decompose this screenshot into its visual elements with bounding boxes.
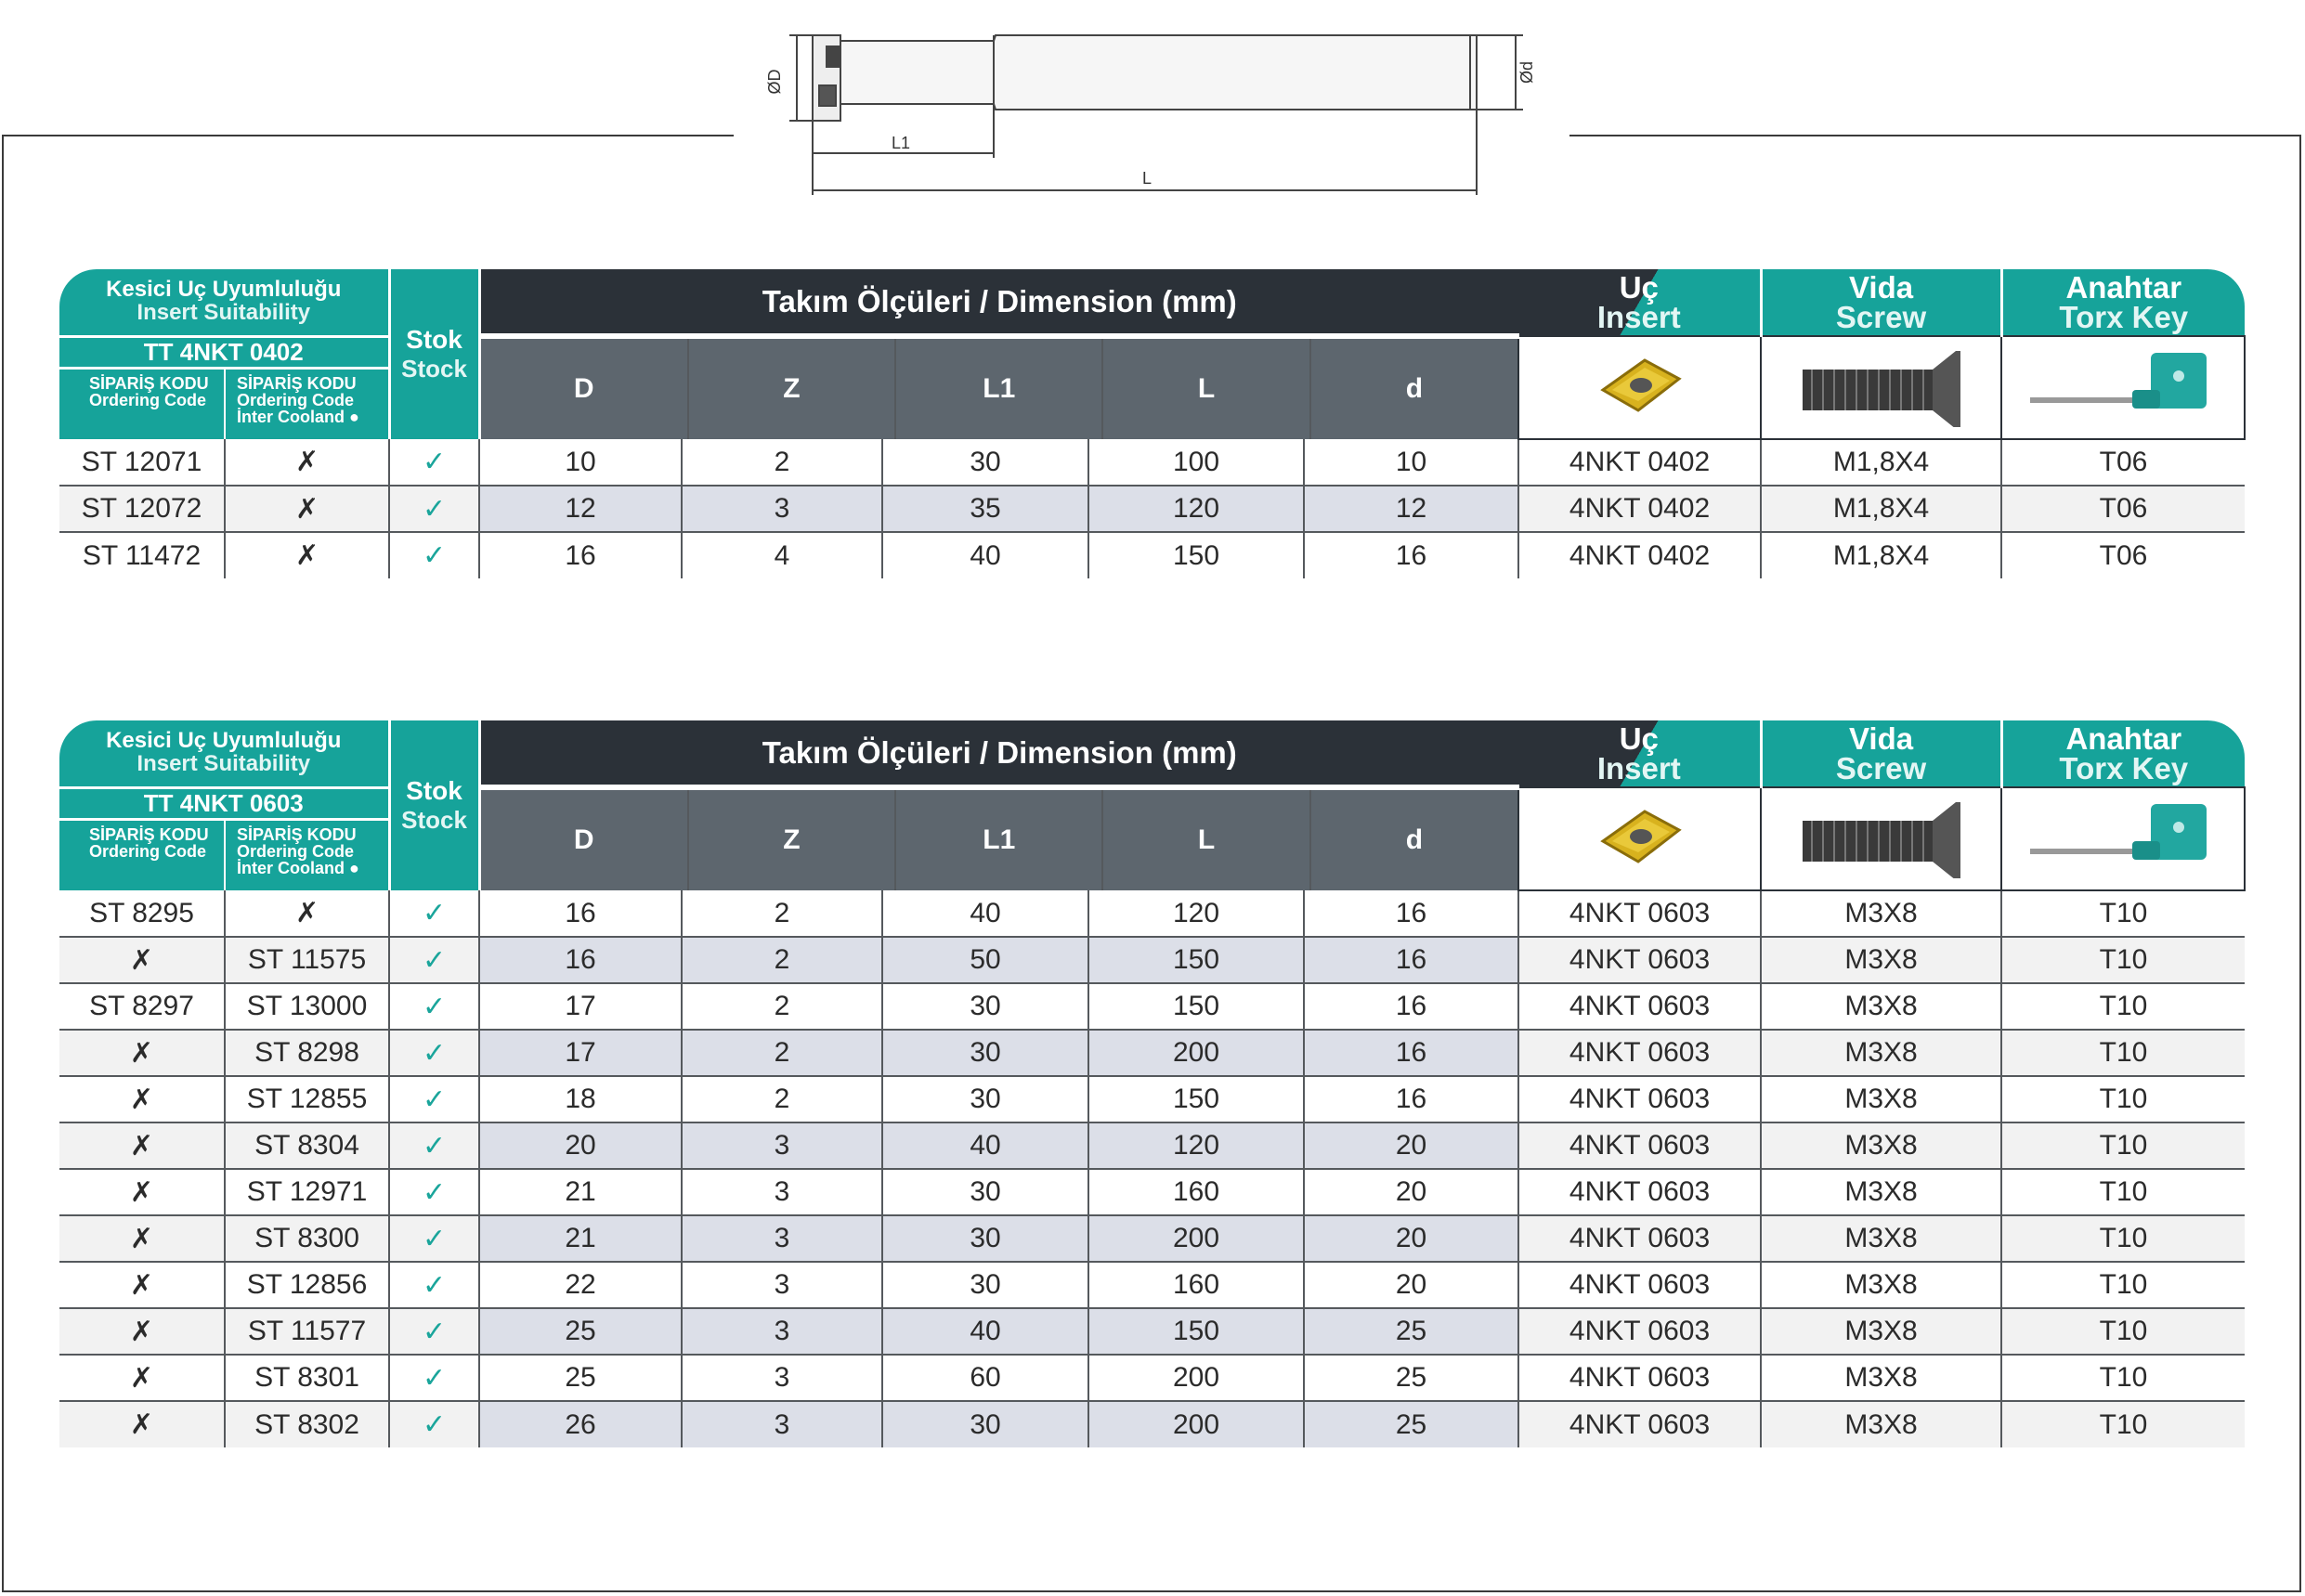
cell-d: 20 <box>1304 1122 1518 1169</box>
cell-L1: 30 <box>882 1030 1088 1076</box>
cell-screw: M1,8X4 <box>1761 439 2001 486</box>
cell-L1: 30 <box>882 1401 1088 1447</box>
ordering-code-coolant-header <box>225 820 389 890</box>
cell-D: 17 <box>479 1030 682 1076</box>
ordering-code: ✗ <box>59 1076 225 1122</box>
dimension-header-tr: Takım Ölçüleri / <box>762 734 989 770</box>
screw-header <box>1761 720 2001 787</box>
label-L: L <box>1141 169 1152 188</box>
insert-suitability-tr: Kesici Uç Uyumluluğu <box>106 277 342 303</box>
cell-insert: 4NKT 0603 <box>1518 1355 1761 1401</box>
insert-suitability-en: Insert Suitability <box>137 300 311 326</box>
ordering-code-coolant: ST 8301 <box>225 1355 389 1401</box>
cell-screw: M3X8 <box>1761 890 2001 937</box>
cell-screw: M3X8 <box>1761 1308 2001 1355</box>
cell-insert: 4NKT 0603 <box>1518 1401 1761 1447</box>
cell-insert: 4NKT 0603 <box>1518 1122 1761 1169</box>
screw-header-en: Screw <box>1835 299 1927 334</box>
cell-D: 16 <box>479 937 682 983</box>
ordering-code: ✗ <box>59 1122 225 1169</box>
insert-suitability-header <box>59 720 389 787</box>
cell-screw: M3X8 <box>1761 1169 2001 1215</box>
ordering-code-coolant: ST 8304 <box>225 1122 389 1169</box>
table-row <box>59 1169 2245 1215</box>
cell-screw: M3X8 <box>1761 1262 2001 1308</box>
torx-key-image <box>2001 336 2245 439</box>
cell-insert: 4NKT 0402 <box>1518 439 1761 486</box>
stock-header-tr: Stok <box>406 325 462 354</box>
torx-key-header <box>2001 269 2245 336</box>
cell-screw: M3X8 <box>1761 1215 2001 1262</box>
stock-check-icon: ✓ <box>389 1308 479 1355</box>
cell-Z: 3 <box>682 1122 882 1169</box>
ordering-code: ✗ <box>59 1215 225 1262</box>
dim-col-L: L <box>1102 339 1309 439</box>
cell-Z: 3 <box>682 1355 882 1401</box>
table-row <box>59 890 2245 937</box>
cell-L1: 30 <box>882 1169 1088 1215</box>
cell-Z: 2 <box>682 1030 882 1076</box>
screw-icon <box>1793 795 1970 878</box>
cell-Z: 2 <box>682 439 882 486</box>
cell-insert: 4NKT 0402 <box>1518 486 1761 532</box>
cell-insert: 4NKT 0402 <box>1518 532 1761 578</box>
table-row <box>59 937 2245 983</box>
cell-L: 150 <box>1088 983 1304 1030</box>
screw-header <box>1761 269 2001 336</box>
stock-header-tr: Stok <box>406 776 462 805</box>
label-D: ØD <box>765 69 784 95</box>
cell-insert: 4NKT 0603 <box>1518 1076 1761 1122</box>
inter-coolant-text: İnter Cooland <box>237 859 345 878</box>
screw-image <box>1761 787 2001 890</box>
cell-D: 26 <box>479 1401 682 1447</box>
stock-check-icon: ✓ <box>389 1355 479 1401</box>
cell-torx-key: T06 <box>2099 539 2148 571</box>
table-row <box>59 486 2245 532</box>
insert-header-tr: Uç <box>1619 720 1659 756</box>
stock-check-icon: ✓ <box>389 1169 479 1215</box>
dimension-header-tr: Takım Ölçüleri / <box>762 283 989 318</box>
table-row <box>59 1030 2245 1076</box>
cell-L1: 60 <box>882 1355 1088 1401</box>
ordering-code-coolant: ✗ <box>225 439 389 486</box>
stock-check-icon: ✓ <box>389 1401 479 1447</box>
cell-torx-key: T10 <box>2001 1122 2245 1169</box>
cell-Z: 3 <box>682 1401 882 1447</box>
coolant-drop-icon: ● <box>349 859 359 878</box>
cell-d: 16 <box>1304 1030 1518 1076</box>
cell-L: 100 <box>1088 439 1304 486</box>
dimension-header <box>479 720 1518 787</box>
cell-d: 20 <box>1304 1169 1518 1215</box>
cell-screw: M3X8 <box>1761 1076 2001 1122</box>
cell-d: 25 <box>1304 1308 1518 1355</box>
cell-torx-key: T10 <box>2001 1169 2245 1215</box>
cell-torx-key: T10 <box>2001 890 2245 937</box>
ordering-code: ST 11472 <box>59 532 225 578</box>
cell-screw: M3X8 <box>1761 1401 2001 1447</box>
cell-insert: 4NKT 0603 <box>1518 1215 1761 1262</box>
cell-D: 21 <box>479 1215 682 1262</box>
cell-torx-key: T10 <box>2001 983 2245 1030</box>
cell-L1: 30 <box>882 1215 1088 1262</box>
table-row <box>59 1262 2245 1308</box>
cell-d: 12 <box>1304 486 1518 532</box>
cell-L1: 30 <box>882 1076 1088 1122</box>
cell-Z: 3 <box>682 1169 882 1215</box>
table-row <box>59 1122 2245 1169</box>
cell-d: 16 <box>1304 1076 1518 1122</box>
torx-key-header <box>2001 720 2245 787</box>
cell-L: 150 <box>1088 937 1304 983</box>
dim-col-d: d <box>1310 339 1517 439</box>
cell-d: 20 <box>1304 1215 1518 1262</box>
ordering-code-tr: SİPARİŞ KODU <box>89 825 209 845</box>
dimension-header-en: Dimension (mm) <box>988 283 1237 318</box>
cell-D: 20 <box>479 1122 682 1169</box>
spec-table-2 <box>59 720 2246 1447</box>
torx-key-header-en: Torx Key <box>2059 750 2189 785</box>
cell-torx-key: T10 <box>2001 937 2245 983</box>
torx-key-image <box>2001 787 2245 890</box>
stock-check-icon: ✓ <box>389 439 479 486</box>
ordering-code-coolant-header <box>225 369 389 439</box>
insert-header <box>1518 720 1761 787</box>
ordering-code: ST 12071 <box>59 439 225 486</box>
cell-insert: 4NKT 0603 <box>1518 1308 1761 1355</box>
screw-header-en: Screw <box>1835 750 1927 785</box>
ordering-code-coolant-en: Ordering Code <box>237 842 355 862</box>
cell-L: 150 <box>1088 1076 1304 1122</box>
ordering-code: ST 12072 <box>59 486 225 532</box>
ordering-code-header <box>59 820 225 890</box>
ordering-code: ✗ <box>59 1308 225 1355</box>
table-row <box>59 439 2245 486</box>
cell-insert: 4NKT 0603 <box>1518 890 1761 937</box>
insert-type-code: TT 4NKT 0402 <box>59 336 389 369</box>
cell-D: 16 <box>479 532 682 578</box>
cell-Z: 4 <box>682 532 882 578</box>
cell-insert: 4NKT 0603 <box>1518 983 1761 1030</box>
ordering-code-coolant-tr: SİPARİŞ KODU <box>237 374 357 394</box>
cell-L: 160 <box>1088 1169 1304 1215</box>
cell-screw: M1,8X4 <box>1761 532 2001 578</box>
cell-L1: 30 <box>882 983 1088 1030</box>
cell-screw: M1,8X4 <box>1761 486 2001 532</box>
insert-suitability-tr: Kesici Uç Uyumluluğu <box>106 728 342 754</box>
ordering-code: ST 8297 <box>59 983 225 1030</box>
dim-col-Z: Z <box>688 339 895 439</box>
ordering-code-header <box>59 369 225 439</box>
ordering-code: ST 8295 <box>59 890 225 937</box>
insert-icon <box>1594 353 1686 418</box>
stock-header <box>389 269 479 439</box>
dim-col-Z: Z <box>688 790 895 890</box>
end-mill-technical-drawing <box>734 19 1569 204</box>
dim-col-D: D <box>481 790 688 890</box>
dimension-header-en: Dimension (mm) <box>988 734 1237 770</box>
cell-Z: 2 <box>682 890 882 937</box>
dimension-columns <box>479 336 1518 439</box>
cell-D: 17 <box>479 983 682 1030</box>
cell-d: 16 <box>1304 532 1518 578</box>
ordering-code-coolant: ✗ <box>225 890 389 937</box>
dim-col-d: d <box>1310 790 1517 890</box>
insert-type-code: TT 4NKT 0603 <box>59 787 389 820</box>
cell-screw: M3X8 <box>1761 983 2001 1030</box>
cell-L1: 50 <box>882 937 1088 983</box>
cell-torx-key: T10 <box>2001 1355 2245 1401</box>
insert-header-en: Insert <box>1596 299 1681 334</box>
cell-Z: 3 <box>682 486 882 532</box>
cell-D: 25 <box>479 1355 682 1401</box>
label-L1: L1 <box>891 134 911 152</box>
cell-L1: 40 <box>882 1308 1088 1355</box>
dim-col-L1: L1 <box>895 790 1102 890</box>
stock-check-icon: ✓ <box>389 1122 479 1169</box>
cell-torx-key: T10 <box>2001 1401 2245 1447</box>
table-row <box>59 1215 2245 1262</box>
screw-header-tr: Vida <box>1848 720 1914 756</box>
table-row <box>59 532 2245 578</box>
label-d: Ød <box>1517 60 1536 84</box>
spec-table-1 <box>59 269 2246 578</box>
cell-torx-key: T10 <box>2001 1076 2245 1122</box>
dimension-columns <box>479 787 1518 890</box>
insert-image <box>1518 336 1761 439</box>
cell-L: 150 <box>1088 532 1304 578</box>
torx-key-header-tr: Anahtar <box>2065 269 2182 305</box>
cell-L: 200 <box>1088 1215 1304 1262</box>
cell-torx-key: T06 <box>2001 439 2245 486</box>
stock-header <box>389 720 479 890</box>
screw-image <box>1761 336 2001 439</box>
cell-L: 120 <box>1088 1122 1304 1169</box>
cell-torx-key: T10 <box>2001 1215 2245 1262</box>
stock-check-icon: ✓ <box>389 937 479 983</box>
cell-L1: 30 <box>882 1262 1088 1308</box>
ordering-code: ✗ <box>59 1169 225 1215</box>
insert-header-tr: Uç <box>1619 269 1659 305</box>
torx-key-icon <box>2021 344 2225 427</box>
cell-d: 10 <box>1304 439 1518 486</box>
cell-L1: 30 <box>882 439 1088 486</box>
cell-insert: 4NKT 0603 <box>1518 1030 1761 1076</box>
table-row <box>59 1308 2245 1355</box>
torx-key-header-en: Torx Key <box>2059 299 2189 334</box>
table-row <box>59 1401 2245 1447</box>
cell-torx-key: T10 <box>2001 1262 2245 1308</box>
ordering-code: ✗ <box>59 1401 225 1447</box>
ordering-code-coolant: ST 12855 <box>225 1076 389 1122</box>
cell-L1: 40 <box>882 1122 1088 1169</box>
stock-header-en: Stock <box>401 355 467 383</box>
cell-L: 200 <box>1088 1030 1304 1076</box>
ordering-code-en: Ordering Code <box>89 842 207 862</box>
cell-insert: 4NKT 0603 <box>1518 1262 1761 1308</box>
cell-screw: M3X8 <box>1761 1355 2001 1401</box>
insert-bottom <box>819 85 836 106</box>
stock-check-icon: ✓ <box>389 890 479 937</box>
cell-Z: 3 <box>682 1215 882 1262</box>
inter-coolant-label <box>237 860 388 876</box>
cell-Z: 2 <box>682 937 882 983</box>
insert-suitability-en: Insert Suitability <box>137 751 311 777</box>
stock-header-en: Stock <box>401 806 467 834</box>
table-row <box>59 1076 2245 1122</box>
stock-check-icon: ✓ <box>389 1076 479 1122</box>
cell-D: 12 <box>479 486 682 532</box>
cell-Z: 2 <box>682 1076 882 1122</box>
ordering-code: ✗ <box>59 1262 225 1308</box>
coolant-drop-icon: ● <box>349 408 359 427</box>
stock-check-icon: ✓ <box>389 1030 479 1076</box>
cell-d: 16 <box>1304 983 1518 1030</box>
cell-D: 18 <box>479 1076 682 1122</box>
stock-check-icon: ✓ <box>389 983 479 1030</box>
inter-coolant-text: İnter Cooland <box>237 408 345 427</box>
ordering-code: ✗ <box>59 1355 225 1401</box>
cell-L1: 40 <box>882 532 1088 578</box>
ordering-code-coolant-tr: SİPARİŞ KODU <box>237 825 357 845</box>
cell-L: 120 <box>1088 890 1304 937</box>
ordering-code: ✗ <box>59 1030 225 1076</box>
ordering-code-coolant: ✗ <box>225 486 389 532</box>
ordering-code-coolant: ST 8300 <box>225 1215 389 1262</box>
insert-header <box>1518 269 1761 336</box>
cell-torx-key: T10 <box>2001 1030 2245 1076</box>
torx-key-icon <box>2021 795 2225 878</box>
ordering-code-coolant: ST 13000 <box>225 983 389 1030</box>
stock-check-icon: ✓ <box>389 532 479 578</box>
ordering-code-coolant: ST 12971 <box>225 1169 389 1215</box>
cell-screw: M3X8 <box>1761 1030 2001 1076</box>
ordering-code-coolant: ST 11577 <box>225 1308 389 1355</box>
insert-icon <box>1594 804 1686 869</box>
ordering-code-coolant: ✗ <box>225 532 389 578</box>
cell-Z: 3 <box>682 1308 882 1355</box>
cell-L: 120 <box>1088 486 1304 532</box>
cell-insert: 4NKT 0603 <box>1518 1169 1761 1215</box>
cell-d: 25 <box>1304 1401 1518 1447</box>
dim-col-L: L <box>1102 790 1309 890</box>
ordering-code-en: Ordering Code <box>89 391 207 410</box>
cell-Z: 3 <box>682 1262 882 1308</box>
cell-L: 160 <box>1088 1262 1304 1308</box>
cell-screw: M3X8 <box>1761 1122 2001 1169</box>
stock-check-icon: ✓ <box>389 1215 479 1262</box>
cell-L1: 35 <box>882 486 1088 532</box>
ordering-code-coolant: ST 11575 <box>225 937 389 983</box>
cell-L: 150 <box>1088 1308 1304 1355</box>
cell-d: 16 <box>1304 937 1518 983</box>
cell-d: 16 <box>1304 890 1518 937</box>
ordering-code-coolant: ST 8298 <box>225 1030 389 1076</box>
cell-D: 16 <box>479 890 682 937</box>
cell-d: 20 <box>1304 1262 1518 1308</box>
stock-check-icon: ✓ <box>389 486 479 532</box>
dim-col-D: D <box>481 339 688 439</box>
cell-d: 25 <box>1304 1355 1518 1401</box>
screw-header-tr: Vida <box>1848 269 1914 305</box>
ordering-code-coolant: ST 8302 <box>225 1401 389 1447</box>
table-row <box>59 1355 2245 1401</box>
cell-D: 21 <box>479 1169 682 1215</box>
cell-L: 200 <box>1088 1401 1304 1447</box>
ordering-code-coolant-en: Ordering Code <box>237 391 355 410</box>
cell-Z: 2 <box>682 983 882 1030</box>
cell-L: 200 <box>1088 1355 1304 1401</box>
cell-screw: M3X8 <box>1761 937 2001 983</box>
ordering-code-tr: SİPARİŞ KODU <box>89 374 209 394</box>
cell-D: 10 <box>479 439 682 486</box>
cell-torx-key: T06 <box>2001 486 2245 532</box>
inter-coolant-label <box>237 409 388 425</box>
screw-icon <box>1793 344 1970 427</box>
insert-image <box>1518 787 1761 890</box>
ordering-code: ✗ <box>59 937 225 983</box>
stock-check-icon: ✓ <box>389 1262 479 1308</box>
insert-suitability-header <box>59 269 389 336</box>
cell-D: 25 <box>479 1308 682 1355</box>
dim-col-L1: L1 <box>895 339 1102 439</box>
tool-shank <box>840 35 1477 110</box>
cell-L1: 40 <box>882 890 1088 937</box>
dimension-header <box>479 269 1518 336</box>
torx-key-header-tr: Anahtar <box>2065 720 2182 756</box>
insert-header-en: Insert <box>1596 750 1681 785</box>
ordering-code-coolant: ST 12856 <box>225 1262 389 1308</box>
cell-insert: 4NKT 0603 <box>1518 937 1761 983</box>
cell-torx-key: T10 <box>2001 1308 2245 1355</box>
table-row <box>59 983 2245 1030</box>
cell-D: 22 <box>479 1262 682 1308</box>
